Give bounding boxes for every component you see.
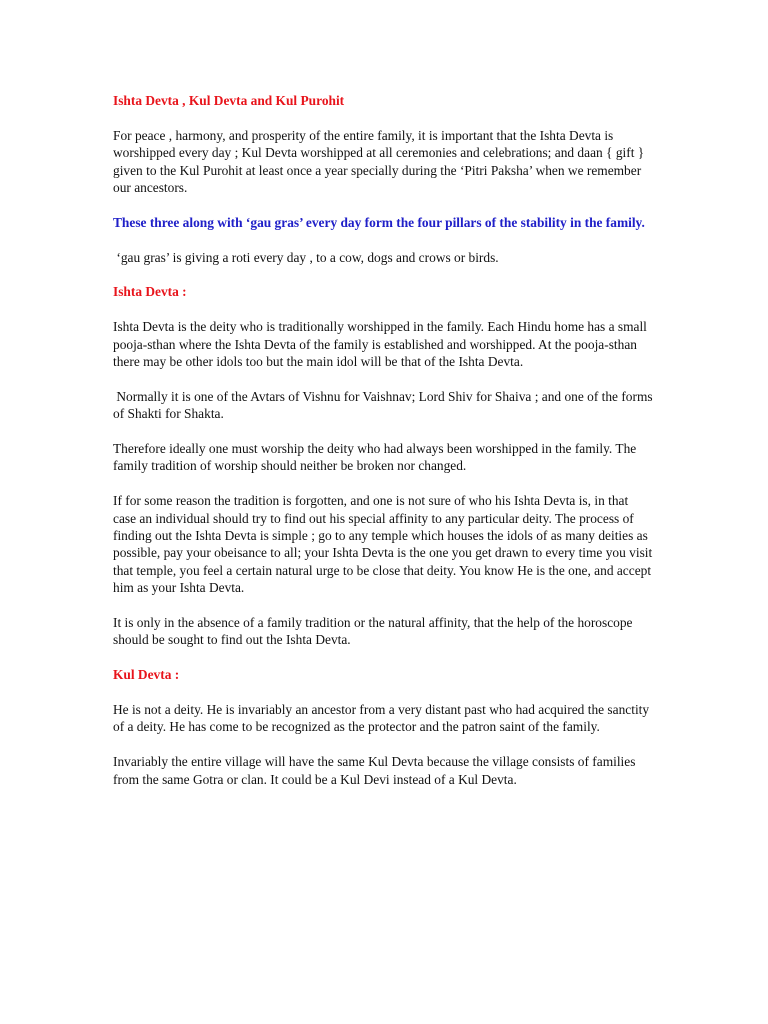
kul-paragraph-1: He is not a deity. He is invariably an ancestor from a very distant past who had acquired the sanctity of a deity. He has come to be recognized as the protector and the patron saint of the family. [113,702,650,735]
ishta-paragraph-1: Ishta Devta is the deity who is traditionally worshipped in the family. Each Hindu home has a small pooja-sthan where the Ishta Devta of the family is established and worshipped. At the pooja-sthan there may be other idols too but the main idol will be that of the Ishta Devta. [113,319,647,370]
kul-devta-heading: Kul Devta : [113,667,180,683]
document-page [113,92,653,805]
ishta-paragraph-4: If for some reason the tradition is forgotten, and one is not sure of who his Ishta Devta is, in that case an individual should try to find out his special affinity to any particular deity. The process of finding out the Ishta Devta is simple ; go to any temple which houses the idols of as many deities as possible, pay your obeisance to all; your Ishta Devta is the one you get drawn to every time you visit that temple, you feel a certain natural urge to be close that deity. You know He is the one, and accept him as your Ishta Devta. [113,493,653,596]
kul-paragraph-2: Invariably the entire village will have the same Kul Devta because the village consists of families from the same Gotra or clan. It could be a Kul Devi instead of a Kul Devta. [113,754,636,787]
gau-gras-text: ‘gau gras’ is giving a roti every day , to a cow, dogs and crows or birds. [116,249,499,265]
document-title: Ishta Devta , Kul Devta and Kul Purohit [113,93,345,108]
gau-gras-paragraph [113,249,653,266]
ishta-paragraph-2 [113,388,653,423]
ishta-devta-heading: Ishta Devta : [113,284,187,300]
ishta-paragraph-3: Therefore ideally one must worship the deity who had always been worshipped in the family. The family tradition of worship should neither be broken nor changed. [113,441,637,474]
ishta-paragraph-2-text: Normally it is one of the Avtars of Vishnu for Vaishnav; Lord Shiv for Shaiva ; and one of the forms of Shakti for Shakta. [113,388,653,422]
intro-paragraph: For peace , harmony, and prosperity of the entire family, it is important that the Ishta Devta is worshipped every day ; Kul Devta worshipped at all ceremonies and celebrations; and daan { gift } given to the Kul Purohit at least once a year specially during the ‘Pitri Paksha’ when we remember our ancestors. [113,127,645,196]
ishta-paragraph-5: It is only in the absence of a family tradition or the natural affinity, that the help of the horoscope should be sought to find out the Ishta Devta. [113,615,633,648]
highlight-paragraph: These three along with ‘gau gras’ every day form the four pillars of the stability in the family. [113,214,645,230]
